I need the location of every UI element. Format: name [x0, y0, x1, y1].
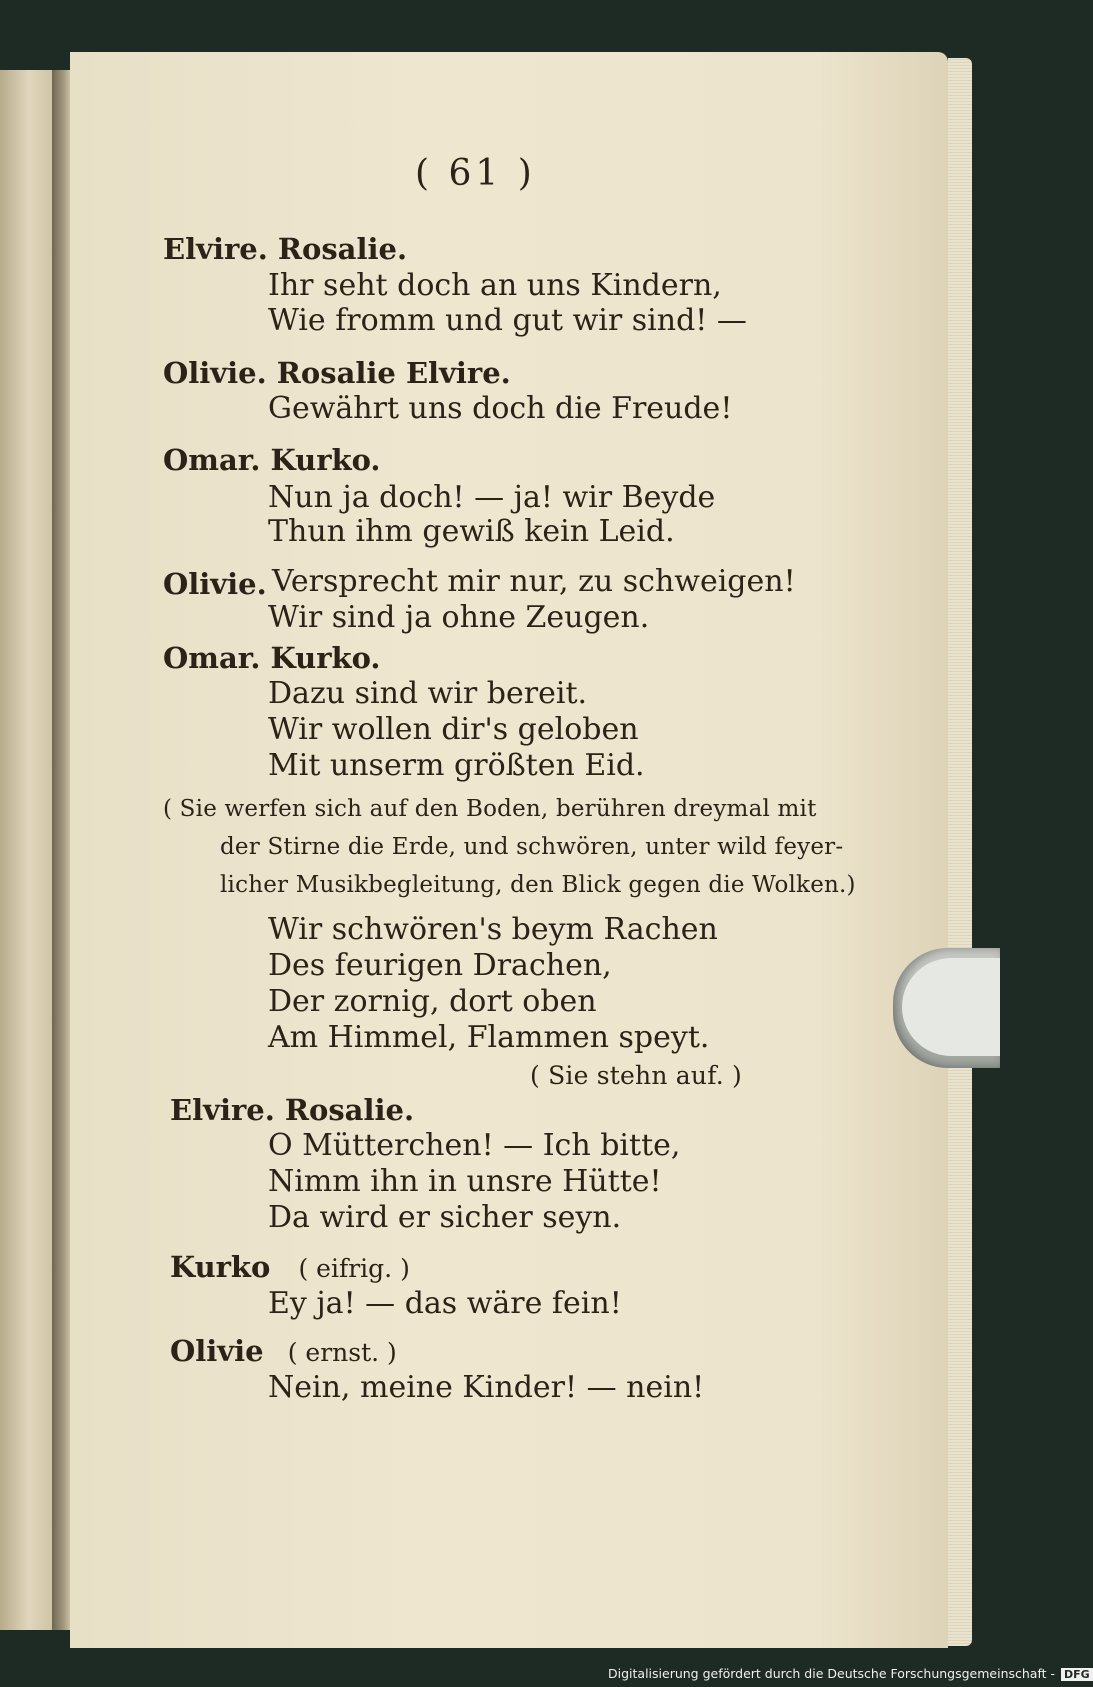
stage-direction: der Stirne die Erde, und schwören, unter wild feyer-: [220, 834, 844, 860]
page-number: ( 61 ): [415, 153, 536, 194]
speaker-label: [170, 1334, 397, 1368]
verse-line: Nein, meine Kinder! — nein!: [268, 1370, 705, 1405]
speaker-name: Kurko: [170, 1250, 271, 1284]
speaker-label: Omar. Kurko.: [163, 641, 381, 675]
dfg-logo: DFG: [1061, 1668, 1093, 1681]
verse-line: Der zornig, dort oben: [268, 984, 597, 1019]
verse-line: Da wird er sicher seyn.: [268, 1200, 622, 1235]
verse-line: Nimm ihn in unsre Hütte!: [268, 1164, 662, 1199]
speaker-note: ( ernst. ): [287, 1338, 397, 1367]
speaker-note: ( eifrig. ): [298, 1254, 410, 1283]
speaker-label: Elvire. Rosalie.: [163, 232, 408, 266]
verse-line: Mit unserm größten Eid.: [268, 748, 645, 783]
verse-line: Ihr seht doch an uns Kindern,: [268, 268, 722, 303]
credit-text: Digitalisierung gefördert durch die Deutsche Forschungsgemeinschaft -: [608, 1666, 1056, 1681]
speaker-label: Elvire. Rosalie.: [170, 1093, 415, 1127]
stage-direction: ( Sie stehn auf. ): [530, 1061, 742, 1090]
verse-line: Thun ihm gewiß kein Leid.: [268, 514, 675, 549]
digitization-credit: [608, 1666, 1093, 1681]
verse-line: Dazu sind wir bereit.: [268, 676, 588, 711]
verse-line: Nun ja doch! — ja! wir Beyde: [268, 480, 716, 515]
speaker-label: Olivie. Rosalie Elvire.: [163, 356, 511, 390]
verse-line: Wie fromm und gut wir sind! —: [268, 303, 747, 338]
verse-line: O Mütterchen! — Ich bitte,: [268, 1128, 681, 1163]
speaker-name: Olivie: [170, 1334, 264, 1368]
speaker-label: [170, 1250, 410, 1284]
stage-direction: ( Sie werfen sich auf den Boden, berühren dreymal mit: [163, 796, 817, 822]
verse-line: Wir sind ja ohne Zeugen.: [268, 600, 650, 635]
stage-direction: licher Musikbegleitung, den Blick gegen die Wolken.): [220, 872, 856, 898]
verse-line: Versprecht mir nur, zu schweigen!: [272, 564, 796, 599]
verse-line: Wir wollen dir's geloben: [268, 712, 639, 747]
verse-line: Wir schwören's beym Rachen: [268, 912, 718, 947]
verse-line: Am Himmel, Flammen speyt.: [268, 1020, 710, 1055]
speaker-label: Omar. Kurko.: [163, 443, 381, 477]
verse-line: Des feurigen Drachen,: [268, 948, 612, 983]
verse-line: Ey ja! — das wäre fein!: [268, 1286, 622, 1321]
verse-line: Gewährt uns doch die Freude!: [268, 391, 733, 426]
speaker-label: Olivie.: [163, 567, 267, 601]
